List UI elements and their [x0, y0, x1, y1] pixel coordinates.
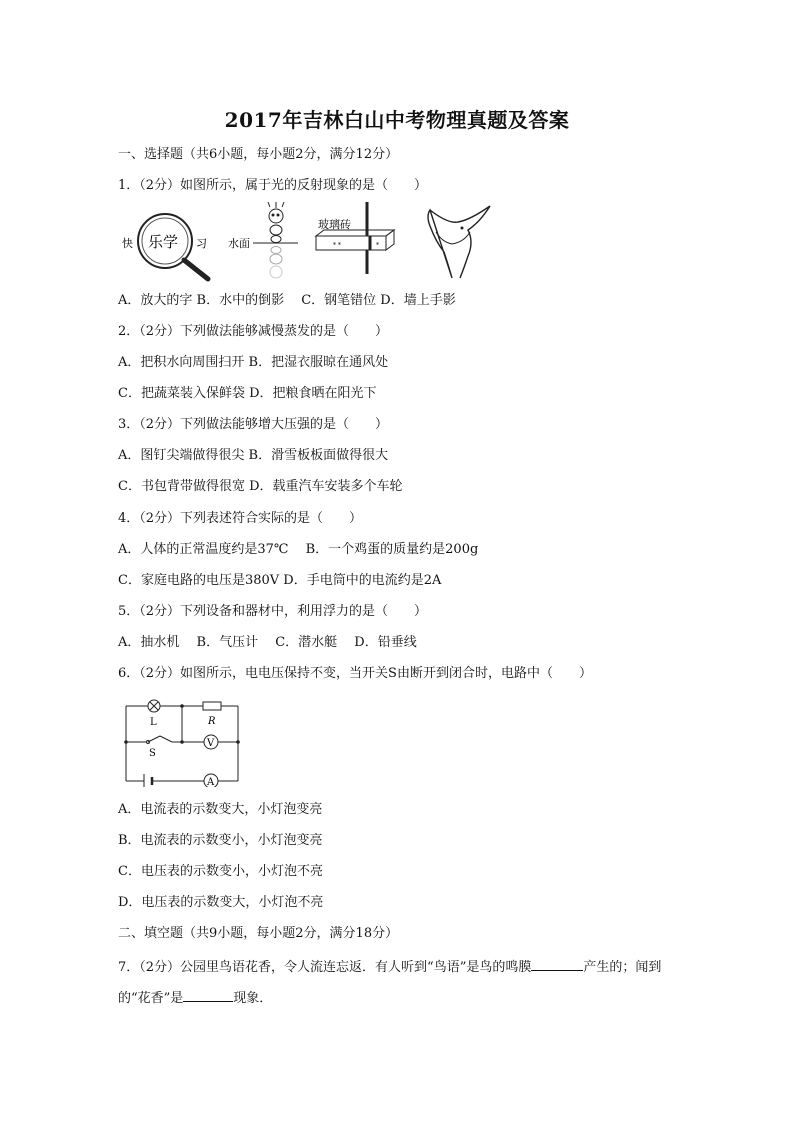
page-title: 2017年吉林白山中考物理真题及答案	[224, 108, 570, 132]
question-4-options-ab: A．人体的正常温度约是37℃ B．一个鸡蛋的质量约是200g	[118, 542, 479, 557]
switch-label: S	[149, 748, 156, 759]
question-6-option-a: A．电流表的示数变大，小灯泡变亮	[118, 802, 323, 817]
question-1-options: A．放大的字 B．水中的倒影 C．钢笔错位 D．墙上手影	[118, 293, 456, 308]
question-4-options-cd: C．家庭电路的电压是380V D．手电筒中的电流约是2A	[118, 573, 442, 588]
question-5-options: A．抽水机 B．气压计 C．潜水艇 D．铅垂线	[118, 635, 417, 650]
question-3-options-cd: C．书包背带做得很宽 D．载重汽车安装多个车轮	[118, 479, 403, 494]
water-reflection-figure	[228, 202, 298, 278]
question-7-text-1: 7．（2分）公园里鸟语花香，令人流连忘返．有人听到“鸟语”是鸟的鸣膜	[118, 960, 532, 975]
question-7-blank-2[interactable]	[183, 987, 233, 1002]
magnifier-magnified-text: 乐学	[148, 233, 179, 251]
magnifier-left-char: 快	[122, 237, 133, 250]
resistor-symbol	[203, 702, 221, 727]
glass-block-figure	[316, 202, 394, 274]
svg-text:*: *	[376, 242, 379, 249]
question-7-blank-1[interactable]	[531, 956, 583, 971]
lamp-symbol	[148, 700, 160, 728]
ammeter-label: A	[207, 777, 215, 787]
question-6-option-d: D．电压表的示数变大，小灯泡不亮	[118, 895, 324, 910]
question-7-text-4: 现象．	[233, 991, 273, 1006]
question-2-options-ab: A．把积水向周围扫开 B．把湿衣服晾在通风处	[118, 355, 389, 370]
question-5-stem: 5．（2分）下列设备和器材中，利用浮力的是（ ）	[118, 604, 428, 619]
svg-text:* *: * *	[333, 242, 341, 249]
question-3-stem: 3．（2分）下列做法能够增大压强的是（ ）	[118, 417, 389, 432]
question-3-options-ab: A．图钉尖端做得很尖 B．滑雪板板面做得很大	[118, 448, 389, 463]
section-heading-fill: 二、填空题（共9小题，每小题2分，满分18分）	[118, 926, 399, 941]
battery-symbol	[144, 774, 152, 787]
question-6-option-c: C．电压表的示数变小，小灯泡不亮	[118, 864, 323, 879]
section-heading-choice: 一、选择题（共6小题，每小题2分，满分12分）	[118, 147, 399, 162]
question-7-line-1	[118, 956, 661, 977]
question-7-line-2	[118, 987, 272, 1008]
water-surface-label: 水面	[228, 237, 250, 250]
ammeter-symbol	[204, 774, 218, 787]
lamp-label: L	[150, 717, 157, 728]
question-6-circuit-diagram	[120, 692, 245, 787]
question-6-option-b: B．电流表的示数变小，小灯泡变亮	[118, 833, 323, 848]
switch-symbol	[147, 736, 161, 759]
magnifier-figure	[122, 214, 208, 279]
hand-shadow-figure	[428, 206, 490, 278]
magnifier-right-char: 习	[196, 237, 207, 250]
voltmeter-label: V	[207, 738, 215, 749]
question-1-stem: 1．（2分）如图所示，属于光的反射现象的是（ ）	[118, 178, 428, 193]
question-6-stem: 6．（2分）如图所示，电电压保持不变，当开关S由断开到闭合时，电路中（ ）	[118, 666, 592, 681]
question-4-stem: 4．（2分）下列表述符合实际的是（ ）	[118, 511, 363, 526]
resistor-label: R	[208, 716, 216, 727]
question-7-text-2: 产生的；闻到	[583, 960, 662, 975]
question-7-text-3: 的“花香”是	[118, 991, 184, 1006]
glass-block-label: 玻璃砖	[318, 218, 351, 231]
voltmeter-symbol	[204, 735, 218, 749]
question-2-stem: 2．（2分）下列做法能够减慢蒸发的是（ ）	[118, 324, 389, 339]
question-2-options-cd: C．把蔬菜装入保鲜袋 D．把粮食晒在阳光下	[118, 386, 377, 401]
question-1-figure	[118, 202, 498, 282]
